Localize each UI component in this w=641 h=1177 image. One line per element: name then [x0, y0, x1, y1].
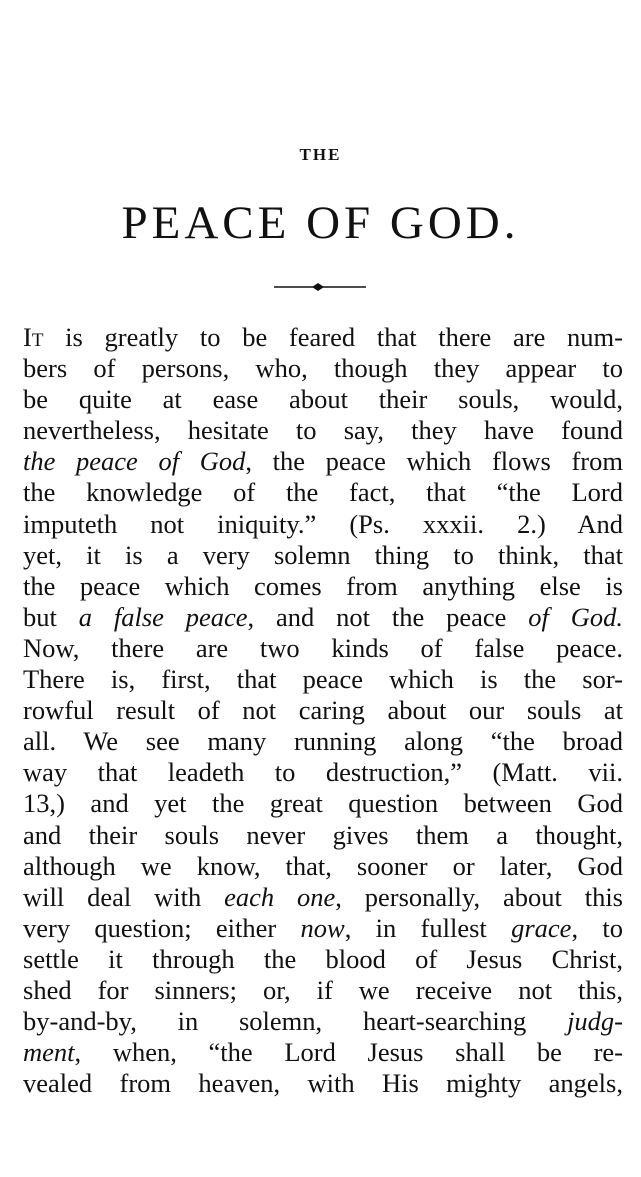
text-segment: bers of persons, who, though they appear to	[23, 353, 623, 384]
text-line	[23, 353, 623, 384]
text-segment: the knowledge of the fact, that “the Lord	[23, 477, 623, 508]
text-line	[23, 757, 623, 788]
text-segment: , in fullest	[344, 912, 512, 943]
text-segment: , to	[571, 912, 623, 943]
text-segment: will deal with	[23, 881, 225, 912]
text-line	[23, 664, 623, 695]
text-line	[23, 571, 623, 602]
italic-text: of God.	[528, 601, 623, 632]
page-title: PEACE OF GOD.	[121, 197, 520, 249]
text-line	[23, 509, 623, 540]
text-segment: way that leadeth to destruction,” (Matt. vii.	[23, 757, 623, 788]
text-segment: vealed from heaven, with His mighty angels,	[23, 1068, 623, 1099]
ornament-divider	[272, 281, 368, 293]
text-segment: very question; either	[23, 912, 301, 943]
text-segment: , when, “the Lord Jesus shall be re-	[74, 1037, 623, 1068]
text-segment: but	[23, 601, 79, 632]
text-line	[23, 1037, 623, 1068]
text-segment: the peace which comes from anything else is	[23, 570, 623, 601]
text-segment: yet, it is a very solemn thing to think, that	[23, 539, 623, 570]
body-text	[23, 322, 623, 1099]
italic-text: the peace of God	[23, 446, 246, 477]
text-segment: shed for sinners; or, if we receive not this,	[23, 974, 623, 1005]
text-line	[23, 695, 623, 726]
text-segment: , personally, about this	[335, 881, 623, 912]
text-line	[23, 384, 623, 415]
pre-title: THE	[299, 145, 342, 164]
text-line	[23, 726, 623, 757]
text-line	[23, 477, 623, 508]
text-segment: and their souls never gives them a thought,	[23, 819, 623, 850]
text-segment: be quite at ease about their souls, would,	[23, 384, 623, 415]
text-line	[23, 633, 623, 664]
text-line	[23, 540, 623, 571]
text-line	[23, 788, 623, 819]
text-segment: nevertheless, hesitate to say, they have found	[23, 415, 623, 446]
italic-text: each one	[224, 881, 336, 912]
text-line	[23, 1006, 623, 1037]
text-line	[23, 1068, 623, 1099]
text-line	[23, 415, 623, 446]
text-line	[23, 446, 623, 477]
text-segment: is greatly to be feared that there are num-	[43, 322, 623, 352]
text-segment: by-and-by, in solemn, heart-searching	[23, 1006, 568, 1037]
text-segment: although we know, that, sooner or later, God	[23, 850, 623, 881]
text-segment: settle it through the blood of Jesus Christ,	[23, 943, 623, 974]
text-line	[23, 975, 623, 1006]
italic-text: a false peace	[78, 601, 248, 632]
text-line	[23, 944, 623, 975]
text-segment: , and not the peace	[247, 601, 529, 632]
text-segment: , the peace which flows from	[245, 446, 623, 477]
italic-text: judg-	[567, 1006, 623, 1037]
text-line	[23, 913, 623, 944]
text-segment: 13,) and yet the great question between God	[23, 788, 623, 819]
text-segment: all. We see many running along “the broad	[23, 726, 623, 757]
text-line	[23, 882, 623, 913]
text-segment: It	[23, 322, 44, 352]
italic-text: grace	[511, 912, 572, 943]
text-line	[23, 322, 623, 353]
text-segment: imputeth not iniquity.” (Ps. xxxii. 2.) And	[23, 508, 623, 539]
text-segment: Now, there are two kinds of false peace.	[23, 632, 623, 663]
text-line	[23, 851, 623, 882]
text-segment: rowful result of not caring about our souls at	[23, 695, 623, 726]
text-line	[23, 602, 623, 633]
text-segment: There is, first, that peace which is the sor-	[23, 664, 623, 695]
italic-text: now	[300, 912, 345, 943]
italic-text: ment	[23, 1037, 75, 1068]
text-line	[23, 820, 623, 851]
